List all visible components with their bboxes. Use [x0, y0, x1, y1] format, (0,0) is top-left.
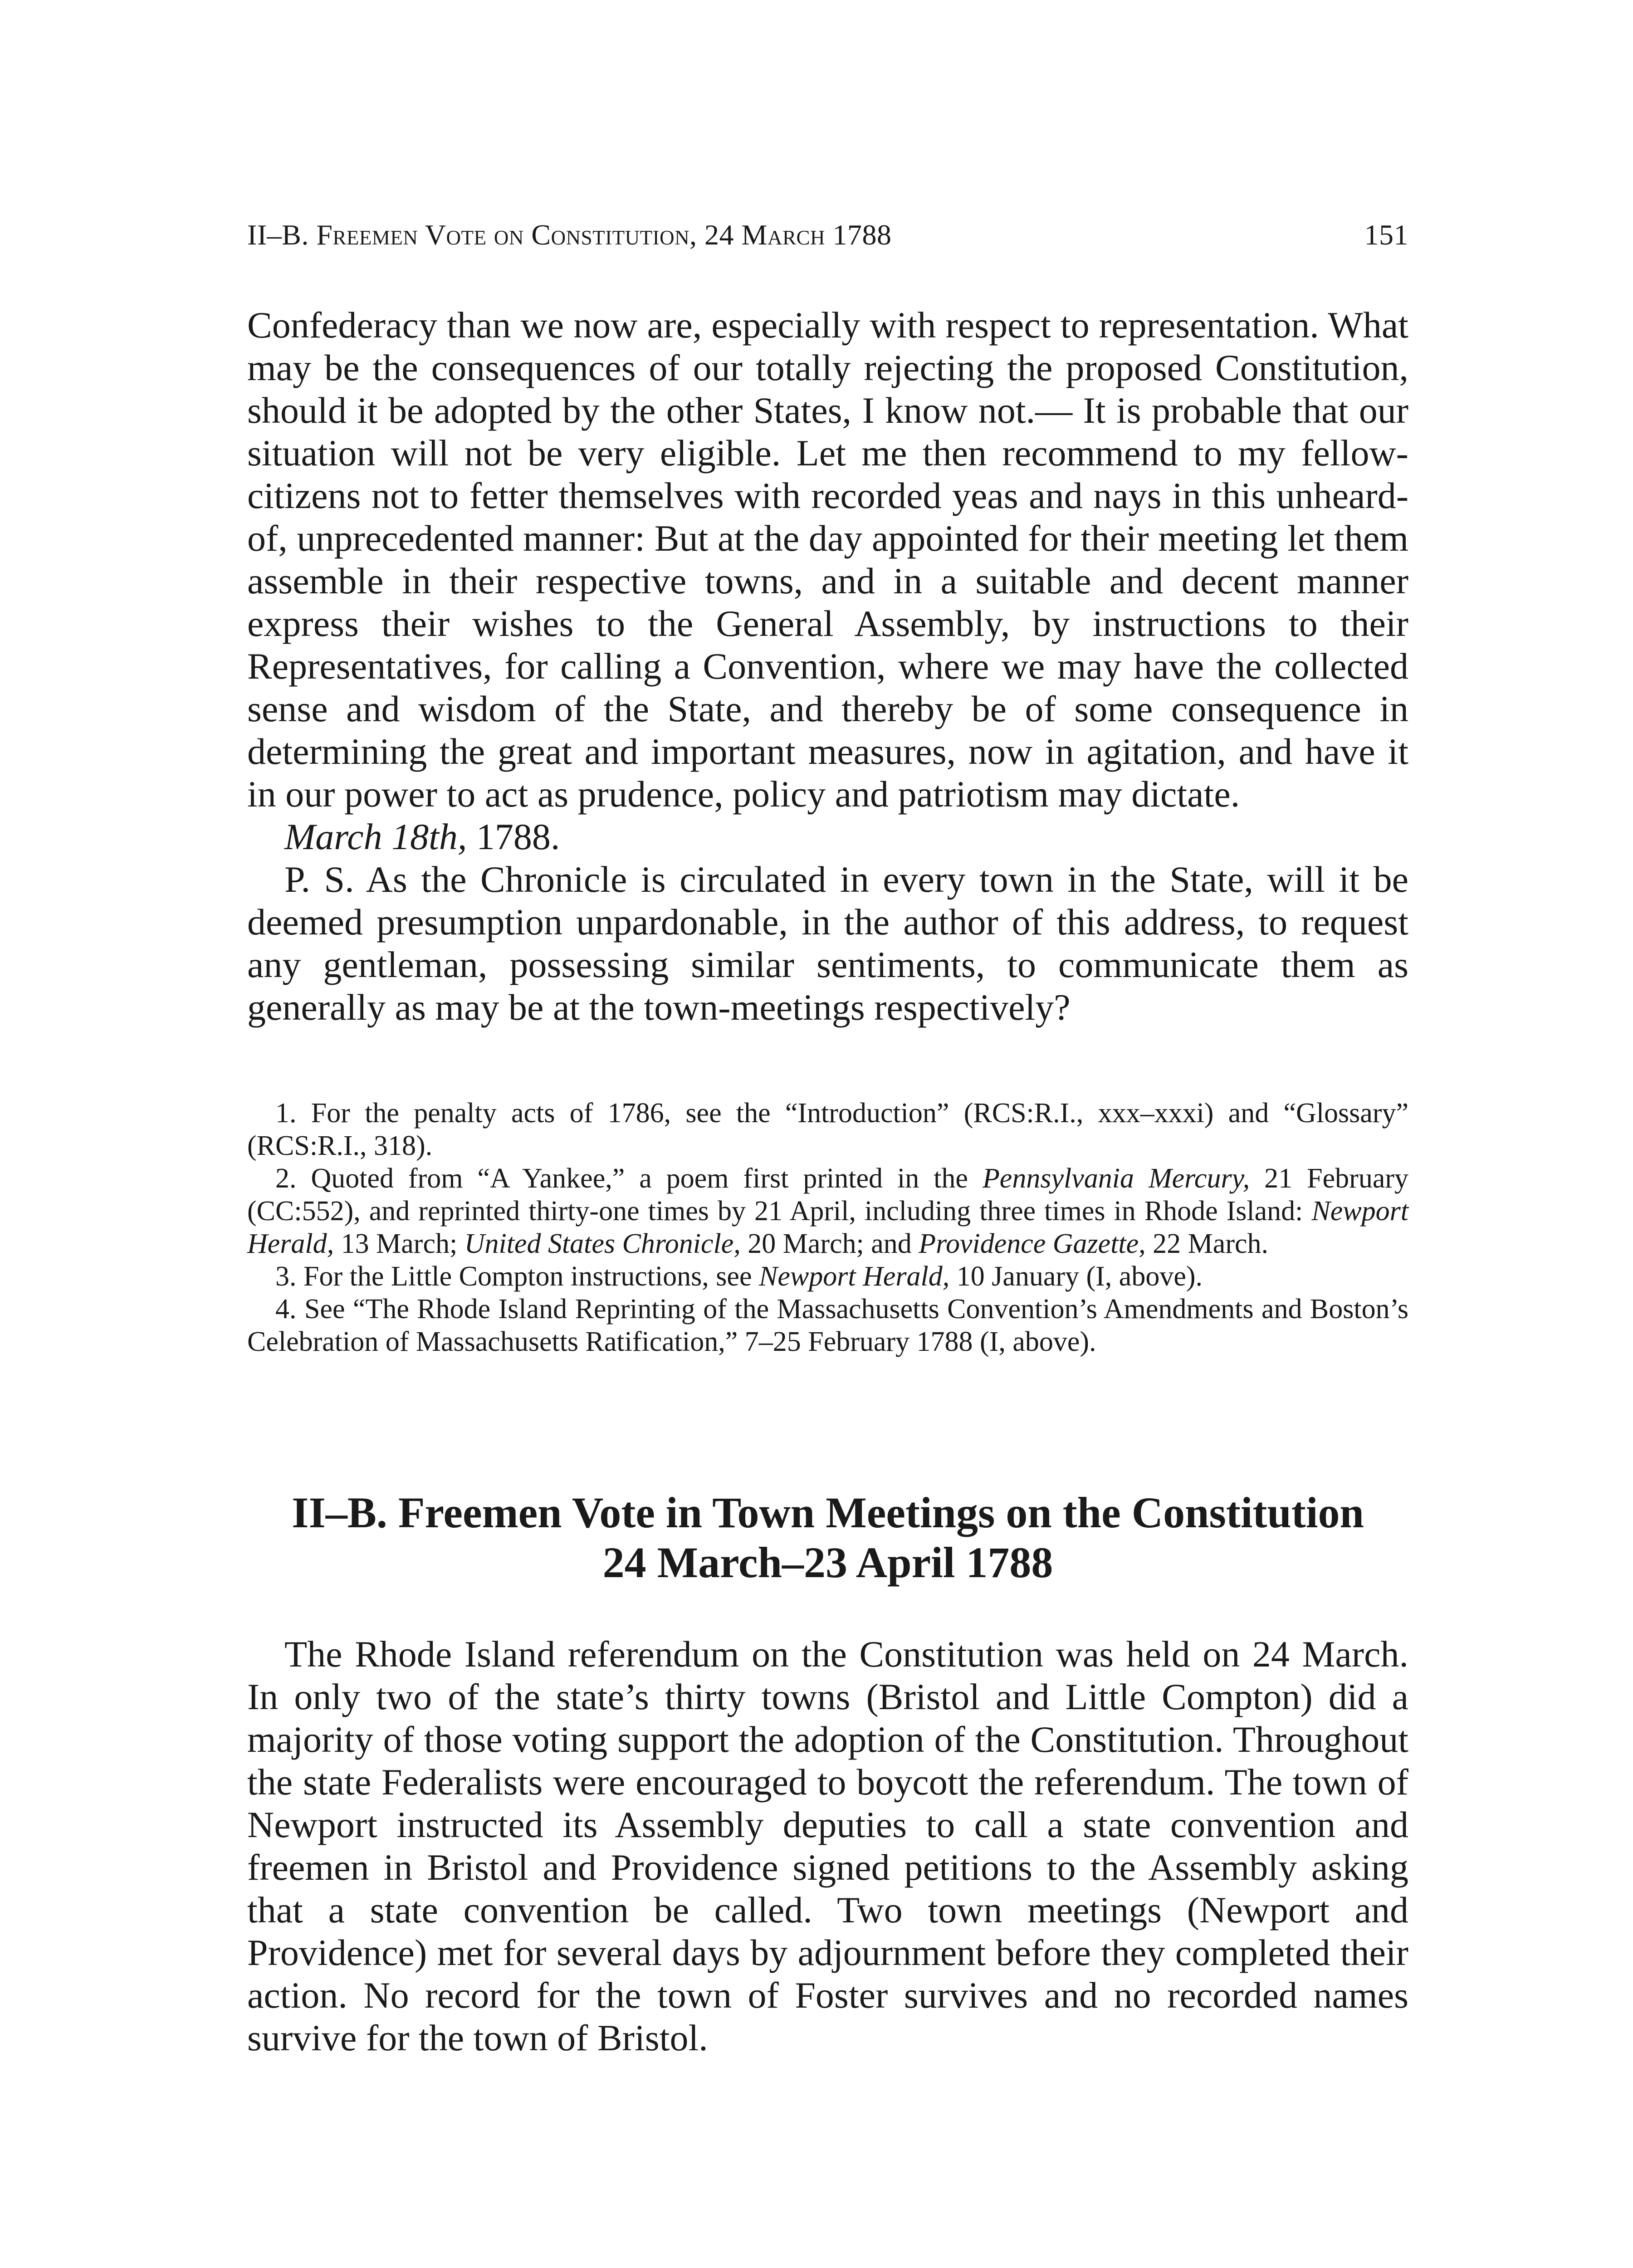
- footnote-2-text: 22 March.: [1145, 1228, 1268, 1259]
- page-number: 151: [1364, 219, 1408, 251]
- footnote-2-text: 20 March; and: [740, 1228, 919, 1259]
- dateline-year: 1788.: [476, 816, 560, 857]
- footnote-3-italic: Newport Herald,: [758, 1261, 950, 1292]
- footnote-2-italic: Newport Herald,: [247, 1196, 1408, 1259]
- dateline-day: 18th,: [391, 816, 467, 857]
- main-paragraph: Confederacy than we now are, especially with respect to representation. What may be the consequences of our totally rejecting the proposed Constitution, should it be adopted by the other States, I know not.— It is probable that our situation will not be very eligible. Let me then recommend to my fellow-citizens not to fetter themselves with recorded yeas and nays in this unheard-of, unprecedented manner: But at the day appointed for their meeting let them assemble in their respective towns, and in a suitable and decent manner express their wishes to the General Assembly, by instructions to their Representatives, for calling a Convention, where we may have the collected sense and wisdom of the State, and thereby be of some consequence in determining the great and important measures, now in agitation, and have it in our power to act as prudence, policy and patriotism may dictate.: [247, 304, 1408, 815]
- footnote-2-text: 13 March;: [334, 1228, 464, 1259]
- footnote-2-italic: Pennsylvania Mercury,: [982, 1163, 1250, 1194]
- dateline-month: March: [284, 816, 382, 857]
- footnote-3: [247, 1260, 1408, 1293]
- footnotes: [247, 1097, 1408, 1358]
- footnote-4: 4. See “The Rhode Island Reprinting of the Massachusetts Convention’s Amendments and Boston’s Celebration of Massachusetts Ratification,” 7–25 February 1788 (I, above).: [247, 1294, 1408, 1357]
- section-body: [247, 1633, 1408, 2059]
- dateline: [247, 816, 1408, 858]
- footnote-1: 1. For the penalty acts of 1786, see the “Introduction” (RCS:R.I., xxx–xxxi) and “Glossary” (RCS:R.I., 318).: [247, 1098, 1408, 1161]
- footnote-2-text: 21 February (CC:552), and reprinted thirty-one times by 21 April, including three times in Rhode Island:: [247, 1163, 1408, 1227]
- footnote-2-text: 2. Quoted from “A Yankee,” a poem first printed in the: [275, 1163, 983, 1194]
- section-heading-line-2: 24 March–23 April 1788: [602, 1538, 1053, 1587]
- main-text: [247, 304, 1408, 1029]
- section-heading-line-1: II–B. Freemen Vote in Town Meetings on the Constitution: [292, 1488, 1364, 1537]
- postscript-paragraph: P. S. As the Chronicle is circulated in every town in the State, will it be deemed presumption unpardonable, in the author of this address, to request any gentleman, possessing similar sentiments, to communicate them as generally as may be at the town-meetings respectively?: [247, 859, 1408, 1028]
- footnote-2-italic: United States Chronicle,: [464, 1228, 741, 1259]
- section-heading: [247, 1488, 1408, 1588]
- running-head: [247, 217, 1408, 253]
- section-paragraph: The Rhode Island referendum on the Constitution was held on 24 March. In only two of the state’s thirty towns (Bristol and Little Compton) did a majority of those voting support the adoption of the Constitution. Throughout the state Federalists were encouraged to boycott the referendum. The town of Newport instructed its Assembly deputies to call a state convention and freemen in Bristol and Providence signed petitions to the Assembly asking that a state convention be called. Two town meetings (Newport and Providence) met for several days by adjournment before they completed their action. No record for the town of Foster survives and no recorded names survive for the town of Bristol.: [247, 1633, 1408, 2058]
- footnote-2: [247, 1162, 1408, 1260]
- footnote-3-text: 10 January (I, above).: [949, 1261, 1203, 1292]
- footnote-3-text: 3. For the Little Compton instructions, see: [275, 1261, 759, 1292]
- running-head-title: II–B. Freemen Vote on Constitution, 24 March 1788: [247, 219, 892, 251]
- footnote-2-italic: Providence Gazette,: [919, 1228, 1146, 1259]
